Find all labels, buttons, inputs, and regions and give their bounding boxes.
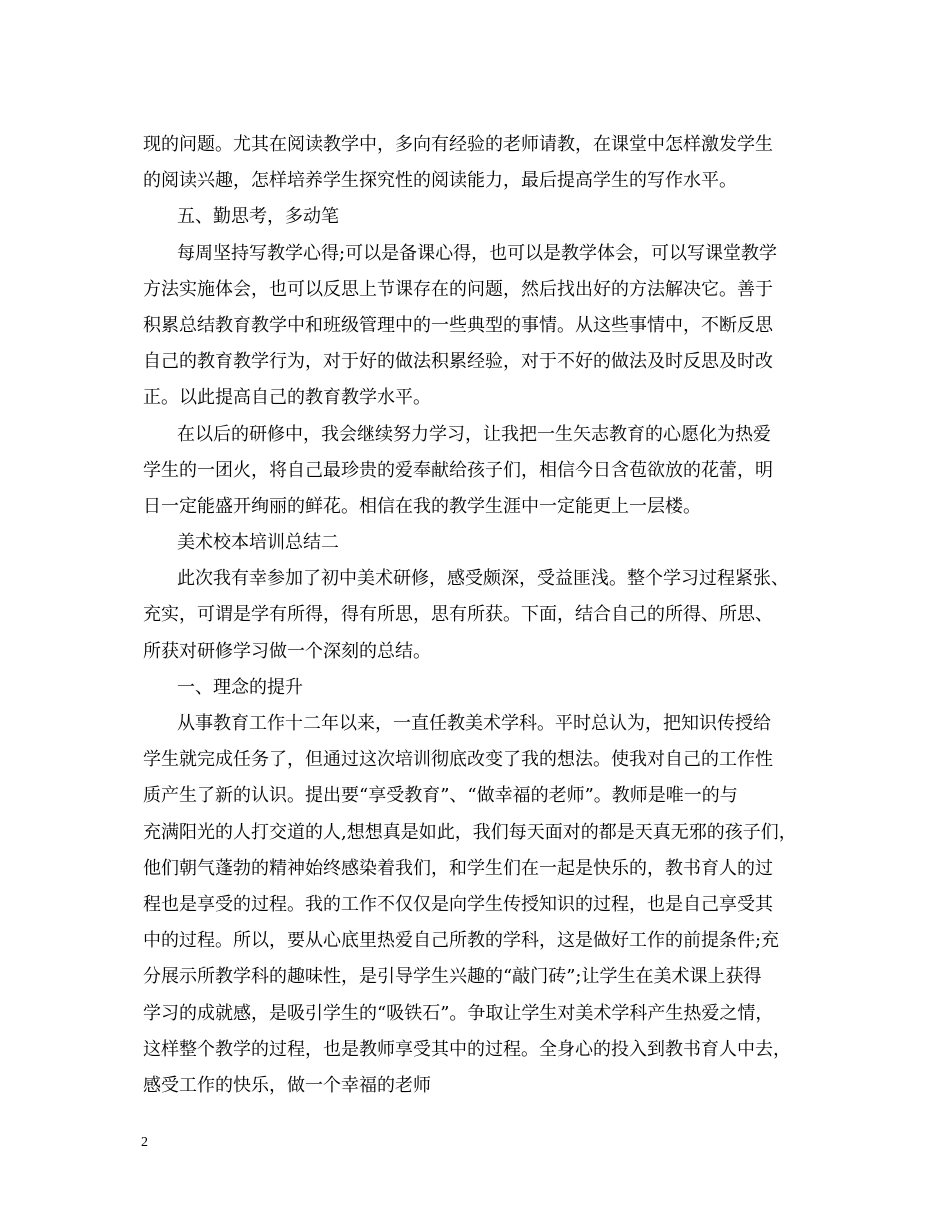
text-line: 感受工作的快乐，做一个幸福的老师 (143, 1074, 431, 1096)
document-body (143, 127, 813, 1104)
text-line: 学习的成就感，是吸引学生的“吸铁石”。争取让学生对美术学科产生热爱之情， (143, 1002, 774, 1024)
text-line: 从事教育工作十二年以来，一直任教美术学科。平时总认为，把知识传授给 (177, 713, 771, 734)
text-line: 一、理念的提升 (177, 676, 303, 698)
text-line: 的阅读兴趣，怎样培养学生探究性的阅读能力，最后提高学生的写作水平。 (143, 170, 737, 192)
text-line: 学生的一团火，将自己最珍贵的爱奉献给孩子们，相信今日含苞欲放的花蕾，明 (143, 459, 773, 481)
text-line: 五、勤思考，多动笔 (177, 206, 339, 228)
text-line: 日一定能盛开绚丽的鲜花。相信在我的教学生涯中一定能更上一层楼。 (143, 495, 701, 517)
text-line: 现的问题。尤其在阅读教学中，多向有经验的老师请教，在课堂中怎样激发学生 (143, 134, 773, 155)
text-line: 方法实施体会，也可以反思上节课存在的问题，然后找出好的方法解决它。善于 (143, 278, 773, 300)
text-line: 正。以此提高自己的教育教学水平。 (143, 387, 431, 409)
text-line: 他们朝气蓬勃的精神始终感染着我们，和学生们在一起是快乐的，教书育人的过 (143, 857, 773, 879)
text-line: 美术校本培训总结二 (177, 532, 339, 554)
text-line: 充满阳光的人打交道的人,想想真是如此，我们每天面对的都是天真无邪的孩子们， (143, 821, 797, 843)
text-line: 中的过程。所以，要从心底里热爱自己所教的学科，这是做好工作的前提条件;充 (143, 930, 780, 952)
text-line: 质产生了新的认识。提出要“享受教育”、“做幸福的老师”。教师是唯一的与 (143, 785, 738, 807)
text-line: 学生就完成任务了，但通过这次培训彻底改变了我的想法。使我对自己的工作性 (143, 749, 773, 771)
text-line: 所获对研修学习做一个深刻的总结。 (143, 640, 431, 662)
text-line: 在以后的研修中，我会继续努力学习，让我把一生矢志教育的心愿化为热爱 (177, 423, 771, 445)
text-line: 分展示所教学科的趣味性，是引导学生兴趣的“敲门砖”;让学生在美术课上获得 (143, 966, 762, 988)
text-line: 此次我有幸参加了初中美术研修，感受颇深，受益匪浅。整个学习过程紧张、 (177, 568, 789, 590)
text-line: 每周坚持写教学心得;可以是备课心得，也可以是教学体会，可以写课堂教学 (177, 242, 778, 264)
text-line: 积累总结教育教学中和班级管理中的一些典型的事情。从这些事情中，不断反思 (143, 314, 773, 336)
text-line: 充实，可谓是学有所得，得有所思，思有所获。下面，结合自己的所得、所思、 (143, 604, 773, 626)
text-line: 程也是享受的过程。我的工作不仅仅是向学生传授知识的过程，也是自己享受其 (143, 893, 773, 915)
text-line: 这样整个教学的过程，也是教师享受其中的过程。全身心的投入到教书育人中去， (143, 1038, 791, 1060)
page-number: 2 (141, 1135, 148, 1150)
text-line: 自己的教育教学行为，对于好的做法积累经验，对于不好的做法及时反思及时改 (143, 351, 773, 373)
